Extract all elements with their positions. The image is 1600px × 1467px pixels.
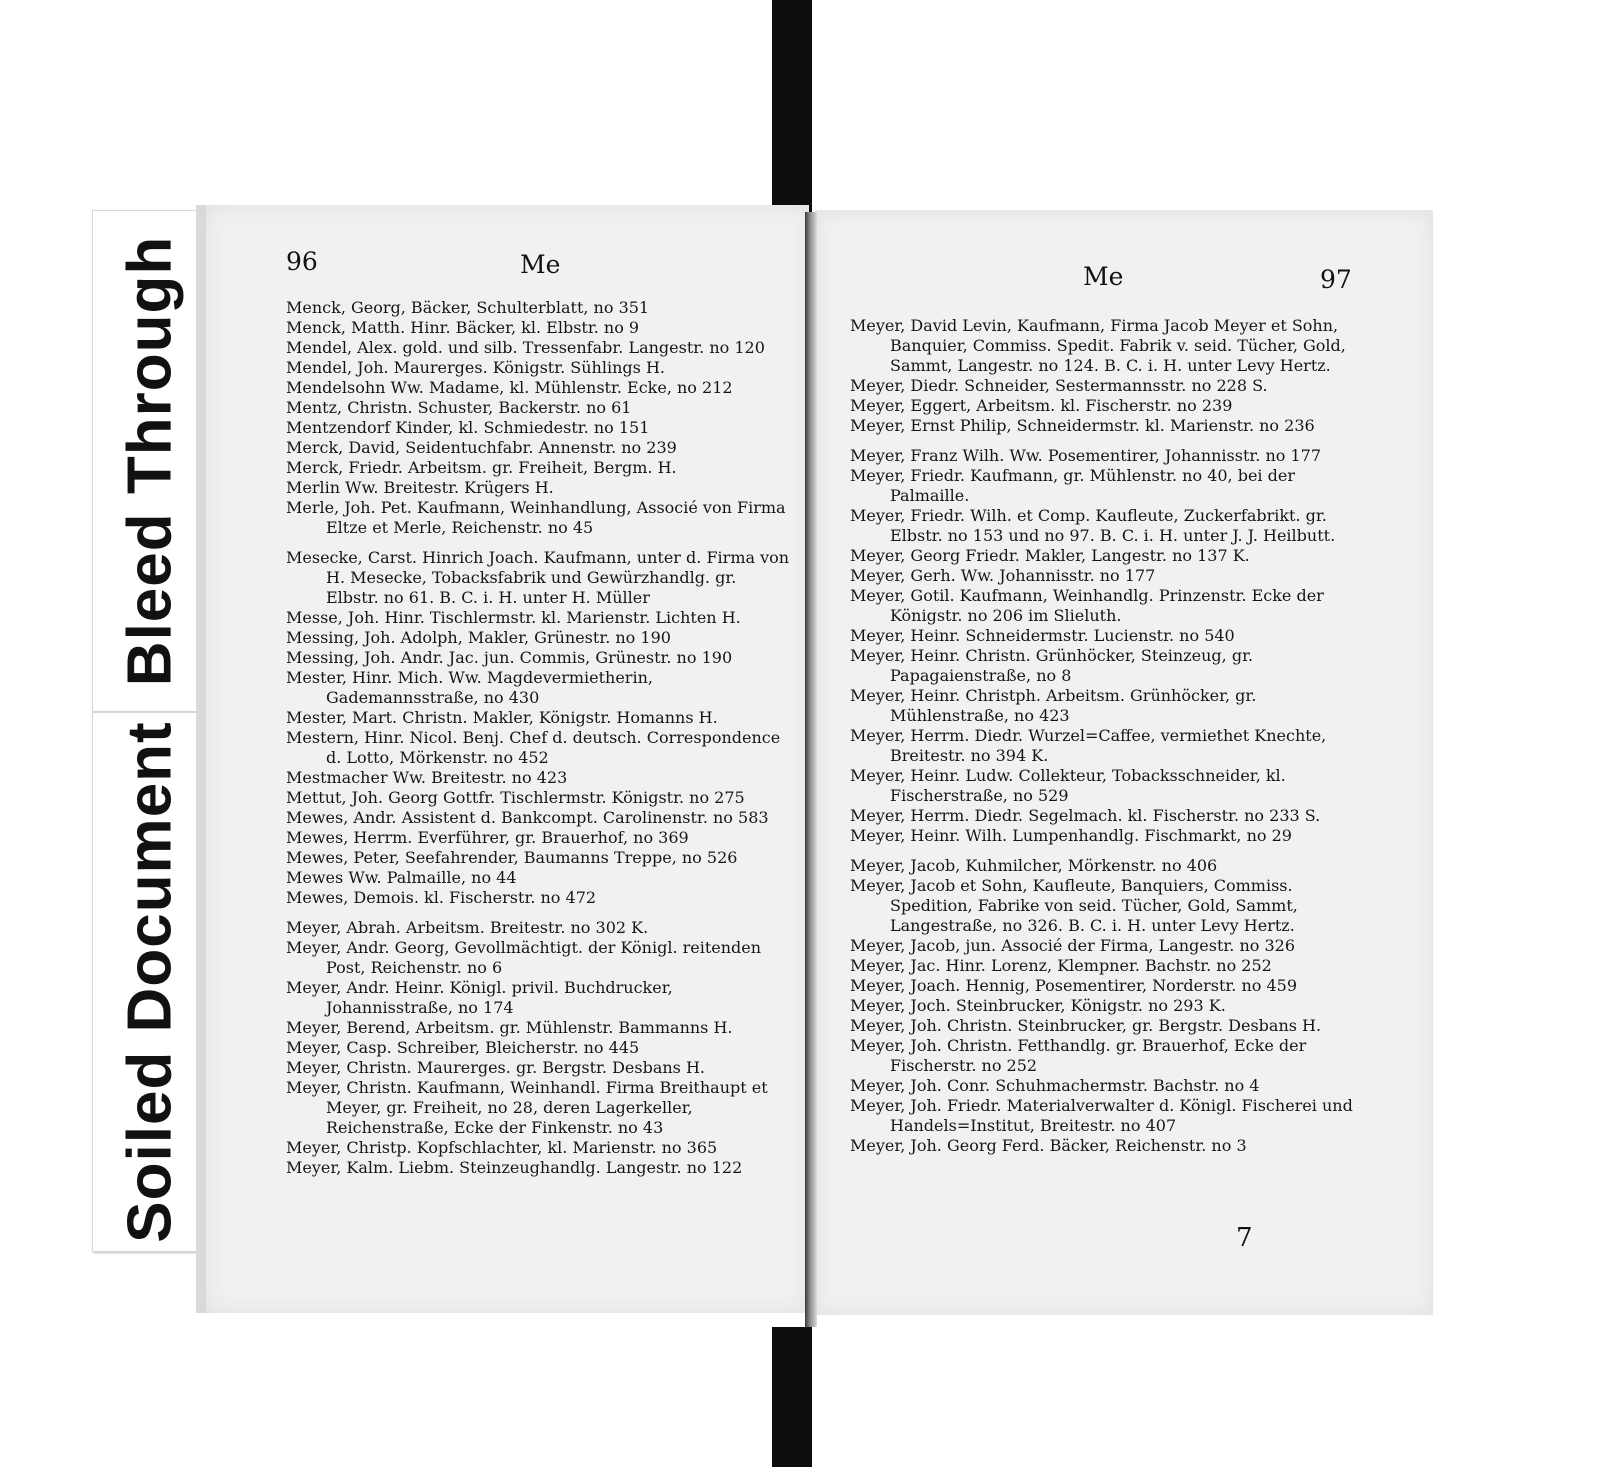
directory-entry: Meyer, Andr. Heinr. Königl. privil. Buchdrucker, Johannisstraße, no 174 xyxy=(286,978,673,1017)
directory-entry: Mester, Hinr. Mich. Ww. Magdevermietherin, Gademannsstraße, no 430 xyxy=(286,668,653,707)
directory-entry: Mewes, Demois. kl. Fischerstr. no 472 xyxy=(286,888,597,907)
directory-entry: Messe, Joh. Hinr. Tischlermstr. kl. Marienstr. Lichten H. xyxy=(286,608,741,627)
directory-entry: Meyer, Joh. Christn. Steinbrucker, gr. Bergstr. Desbans H. xyxy=(850,1016,1322,1035)
bleed-through-text: Bleed Through xyxy=(115,235,185,687)
directory-entry: Meyer, Joh. Georg Ferd. Bäcker, Reichenstr. no 3 xyxy=(850,1136,1247,1155)
directory-entry: Meyer, Joh. Conr. Schuhmachermstr. Bachstr. no 4 xyxy=(850,1076,1260,1095)
directory-entry: Meyer, Berend, Arbeitsm. gr. Mühlenstr. Bammanns H. xyxy=(286,1018,733,1037)
soiled-document-label xyxy=(92,712,208,1252)
directory-entry: Meyer, Joh. Christn. Fetthandlg. gr. Brauerhof, Ecke der Fischerstr. no 252 xyxy=(850,1036,1307,1075)
directory-entry: Meyer, Jacob, jun. Associé der Firma, Langestr. no 326 xyxy=(850,936,1296,955)
directory-entry: Meyer, Herrm. Diedr. Wurzel=Caffee, vermiethet Knechte, Breitestr. no 394 K. xyxy=(850,726,1327,765)
directory-entry: Meyer, Eggert, Arbeitsm. kl. Fischerstr. no 239 xyxy=(850,396,1233,415)
directory-entry: Meyer, Heinr. Wilh. Lumpenhandlg. Fischmarkt, no 29 xyxy=(850,826,1292,845)
directory-entry: Meyer, Joach. Hennig, Posementirer, Norderstr. no 459 xyxy=(850,976,1298,995)
directory-entry: Meyer, Heinr. Christph. Arbeitsm. Grünhöcker, gr. Mühlenstraße, no 423 xyxy=(850,686,1257,725)
right-running-head: Me xyxy=(1083,262,1124,291)
directory-entry: Mesecke, Carst. Hinrich Joach. Kaufmann, unter d. Firma von H. Mesecke, Tobacksfabrik und Gewürzhandlg. gr. Elbstr. no 61. B. C. i. H. unter H. Müller xyxy=(286,548,790,607)
directory-entry: Mentz, Christn. Schuster, Backerstr. no 61 xyxy=(286,398,632,417)
directory-entry: Meyer, Friedr. Kaufmann, gr. Mühlenstr. no 40, bei der Palmaille. xyxy=(850,466,1295,505)
directory-entry: Meyer, Heinr. Christn. Grünhöcker, Steinzeug, gr. Papagaienstraße, no 8 xyxy=(850,646,1254,685)
directory-entry: Mewes, Andr. Assistent d. Bankcompt. Carolinenstr. no 583 xyxy=(286,808,769,827)
directory-entry: Menck, Matth. Hinr. Bäcker, kl. Elbstr. no 9 xyxy=(286,318,640,337)
left-page-number: 96 xyxy=(286,247,318,276)
directory-entry: Mendel, Joh. Maurerges. Königstr. Sühlings H. xyxy=(286,358,665,377)
directory-entry: Mewes Ww. Palmaille, no 44 xyxy=(286,868,517,887)
directory-entry: Messing, Joh. Adolph, Makler, Grünestr. no 190 xyxy=(286,628,671,647)
directory-entry: Meyer, Diedr. Schneider, Sestermannsstr. no 228 S. xyxy=(850,376,1268,395)
directory-entry: Meyer, David Levin, Kaufmann, Firma Jacob Meyer et Sohn, Banquier, Commiss. Spedit. Fabrik v. seid. Tücher, Gold, Sammt, Langestr. no 124. B. C. i. H. unter Levy Hertz. xyxy=(850,316,1346,375)
directory-entry: Merle, Joh. Pet. Kaufmann, Weinhandlung, Associé von Firma Eltze et Merle, Reichenstr. no 45 xyxy=(286,498,786,537)
directory-entry: Meyer, Joch. Steinbrucker, Königstr. no 293 K. xyxy=(850,996,1226,1015)
directory-entry: Meyer, Christn. Kaufmann, Weinhandl. Firma Breithaupt et Meyer, gr. Freiheit, no 28, deren Lagerkeller, Reichenstraße, Ecke der Finkenstr. no 43 xyxy=(286,1078,768,1137)
directory-entry: Mendel, Alex. gold. und silb. Tressenfabr. Langestr. no 120 xyxy=(286,338,765,357)
bleed-through-label xyxy=(92,210,208,712)
directory-entry: Meyer, Friedr. Wilh. et Comp. Kaufleute, Zuckerfabrikt. gr. Elbstr. no 153 und no 97. B. C. i. H. unter J. J. Heilbutt. xyxy=(850,506,1336,545)
signature-mark: 7 xyxy=(1236,1223,1253,1253)
right-page-number: 97 xyxy=(1320,265,1352,294)
directory-entry: Meyer, Gerh. Ww. Johannisstr. no 177 xyxy=(850,566,1156,585)
directory-entry: Mettut, Joh. Georg Gottfr. Tischlermstr. Königstr. no 275 xyxy=(286,788,745,807)
soiled-document-text: Soiled Document xyxy=(115,721,185,1243)
directory-entry: Mewes, Herrm. Everführer, gr. Brauerhof, no 369 xyxy=(286,828,689,847)
directory-entry: Meyer, Heinr. Ludw. Collekteur, Tobacksschneider, kl. Fischerstraße, no 529 xyxy=(850,766,1286,805)
directory-entry: Meyer, Ernst Philip, Schneidermstr. kl. Marienstr. no 236 xyxy=(850,416,1315,435)
directory-entry: Meyer, Jacob, Kuhmilcher, Mörkenstr. no 406 xyxy=(850,856,1218,875)
directory-entry: Meyer, Gotil. Kaufmann, Weinhandlg. Prinzenstr. Ecke der Königstr. no 206 im Slieluth. xyxy=(850,586,1324,625)
directory-entry: Meyer, Kalm. Liebm. Steinzeughandlg. Langestr. no 122 xyxy=(286,1158,743,1177)
directory-entry: Mestern, Hinr. Nicol. Benj. Chef d. deutsch. Correspondence d. Lotto, Mörkenstr. no 452 xyxy=(286,728,781,767)
directory-entry: Meyer, Christp. Kopfschlachter, kl. Marienstr. no 365 xyxy=(286,1138,718,1157)
directory-entry: Meyer, Abrah. Arbeitsm. Breitestr. no 302 K. xyxy=(286,918,649,937)
directory-entry: Meyer, Christn. Maurerges. gr. Bergstr. Desbans H. xyxy=(286,1058,705,1077)
directory-entry: Meyer, Jacob et Sohn, Kaufleute, Banquiers, Commiss. Spedition, Fabrike von seid. Tücher, Gold, Sammt, Langestraße, no 326. B. C. i. H. unter Levy Hertz. xyxy=(850,876,1298,935)
left-running-head: Me xyxy=(520,250,561,279)
directory-entry: Meyer, Jac. Hinr. Lorenz, Klempner. Bachstr. no 252 xyxy=(850,956,1272,975)
directory-entry: Mewes, Peter, Seefahrender, Baumanns Treppe, no 526 xyxy=(286,848,738,867)
directory-entry: Mentzendorf Kinder, kl. Schmiedestr. no 151 xyxy=(286,418,650,437)
directory-entry: Merlin Ww. Breitestr. Krügers H. xyxy=(286,478,554,497)
directory-entry: Merck, Friedr. Arbeitsm. gr. Freiheit, Bergm. H. xyxy=(286,458,677,477)
scan-holder-bottom xyxy=(772,1327,812,1467)
directory-entry: Meyer, Casp. Schreiber, Bleicherstr. no 445 xyxy=(286,1038,640,1057)
directory-entry: Meyer, Franz Wilh. Ww. Posementirer, Johannisstr. no 177 xyxy=(850,446,1322,465)
left-entry-list xyxy=(286,298,791,1178)
directory-entry: Menck, Georg, Bäcker, Schulterblatt, no 351 xyxy=(286,298,650,317)
directory-entry: Mendelsohn Ww. Madame, kl. Mühlenstr. Ecke, no 212 xyxy=(286,378,733,397)
directory-entry: Meyer, Georg Friedr. Makler, Langestr. no 137 K. xyxy=(850,546,1250,565)
directory-entry: Messing, Joh. Andr. Jac. jun. Commis, Grünestr. no 190 xyxy=(286,648,733,667)
directory-entry: Mester, Mart. Christn. Makler, Königstr. Homanns H. xyxy=(286,708,718,727)
directory-entry: Meyer, Joh. Friedr. Materialverwalter d. Königl. Fischerei und Handels=Institut, Breitestr. no 407 xyxy=(850,1096,1353,1135)
directory-entry: Meyer, Herrm. Diedr. Segelmach. kl. Fischerstr. no 233 S. xyxy=(850,806,1321,825)
directory-entry: Merck, David, Seidentuchfabr. Annenstr. no 239 xyxy=(286,438,677,457)
book-gutter xyxy=(805,212,817,1327)
directory-entry: Meyer, Heinr. Schneidermstr. Lucienstr. no 540 xyxy=(850,626,1235,645)
directory-entry: Mestmacher Ww. Breitestr. no 423 xyxy=(286,768,568,787)
directory-entry: Meyer, Andr. Georg, Gevollmächtigt. der Königl. reitenden Post, Reichenstr. no 6 xyxy=(286,938,762,977)
scan-holder-top xyxy=(772,0,812,212)
right-entry-list xyxy=(850,316,1355,1156)
